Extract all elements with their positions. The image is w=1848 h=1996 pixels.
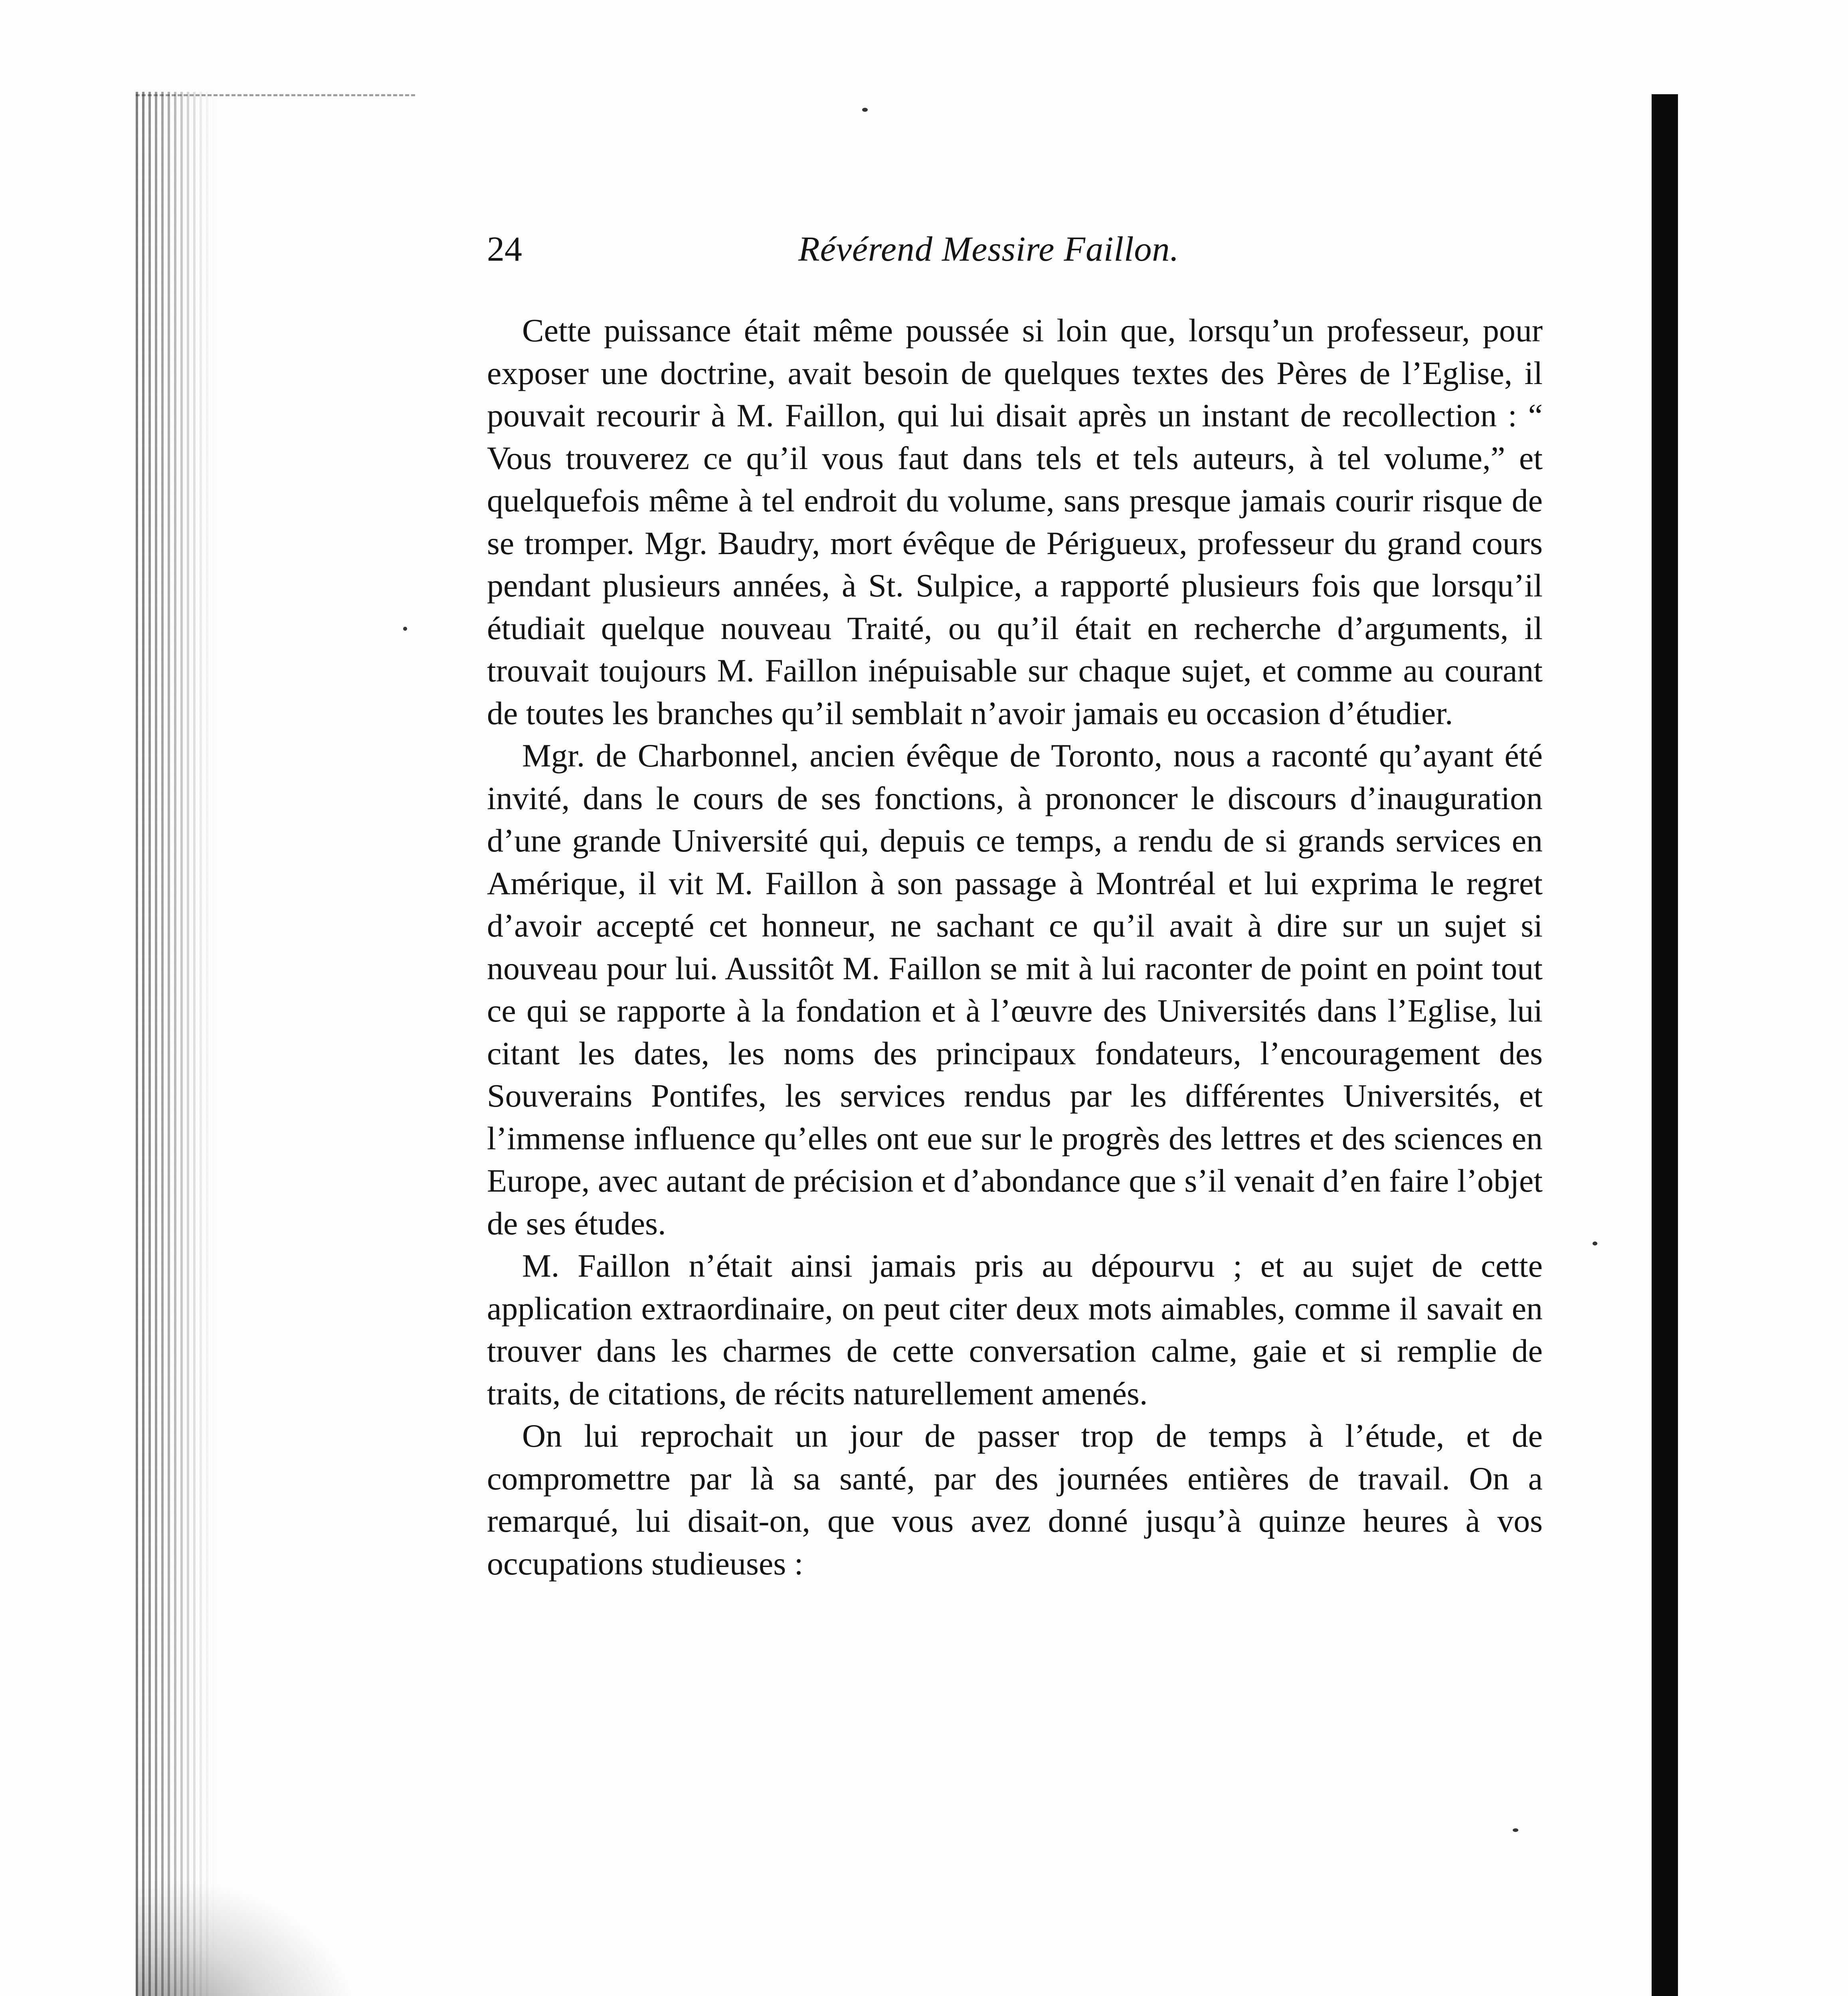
running-title: Révérend Messire Faillon. bbox=[798, 230, 1179, 269]
scan-right-black-bar bbox=[1652, 94, 1678, 1996]
page-number: 24 bbox=[487, 230, 522, 269]
paragraph: M. Faillon n’était ainsi jamais pris au dépourvu ; et au sujet de cette application extraordinaire, on peut citer deux mots aimables, comme il savait en trouver dans les charmes de cette conversation calme, gaie et si remplie de traits, de citations, de récits naturellement amenés. bbox=[487, 1248, 1543, 1412]
scan-speck bbox=[1513, 1828, 1518, 1832]
body-text bbox=[487, 309, 1543, 1585]
paragraph: Cette puissance était même poussée si loin que, lorsqu’un professeur, pour exposer une doctrine, avait besoin de quelques textes des Pères de l’Eglise, il pouvait recourir à M. Faillon, qui lui disait après un instant de recollection : “ Vous trouverez ce qu’il vous faut dans tels et tels auteurs, à tel volume,” et quelquefois même à tel endroit du volume, sans presque jamais courir risque de se tromper. Mgr. Baudry, mort évêque de Périgueux, professeur du grand cours pendant plusieurs années, à St. Sulpice, a rapporté plusieurs fois que lorsqu’il étudiait quelque nouveau Traité, ou qu’il était en recherche d’arguments, il trouvait toujours M. Faillon inépuisable sur chaque sujet, et comme au courant de toutes les branches qu’il semblait n’avoir jamais eu occasion d’étudier. bbox=[487, 312, 1543, 731]
scan-speck bbox=[1593, 1242, 1597, 1246]
scan-speck bbox=[862, 108, 868, 112]
scan-speck bbox=[403, 627, 407, 631]
binding-edge-shadow-bottom bbox=[136, 1876, 359, 1996]
running-head bbox=[487, 224, 1541, 279]
binding-edge-shadow bbox=[136, 92, 216, 1996]
scan-top-edge bbox=[136, 94, 415, 96]
paragraph: On lui reprochait un jour de passer trop de temps à l’étude, et de compromettre par là sa santé, par des journées entières de travail. On a remarqué, lui disait-on, que vous avez donné jusqu’à quinze heures à vos occupations studieuses : bbox=[487, 1418, 1543, 1582]
paragraph: Mgr. de Charbonnel, ancien évêque de Toronto, nous a raconté qu’ayant été invité, dans le cours de ses fonctions, à prononcer le discours d’inauguration d’une grande Université qui, depuis ce temps, a rendu de si grands services en Amérique, il vit M. Faillon à son passage à Montréal et lui exprima le regret d’avoir accepté cet honneur, ne sachant ce qu’il avait à dire sur un sujet si nouveau pour lui. Aussitôt M. Faillon se mit à lui raconter de point en point tout ce qui se rapporte à la fondation et à l’œuvre des Universités dans l’Eglise, lui citant les dates, les noms des principaux fondateurs, l’encouragement des Souverains Pontifes, les services rendus par les différentes Universités, et l’immense influence qu’elles ont eue sur le progrès des lettres et des sciences en Europe, avec autant de précision et d’abondance que s’il venait d’en faire l’objet de ses études. bbox=[487, 737, 1543, 1242]
